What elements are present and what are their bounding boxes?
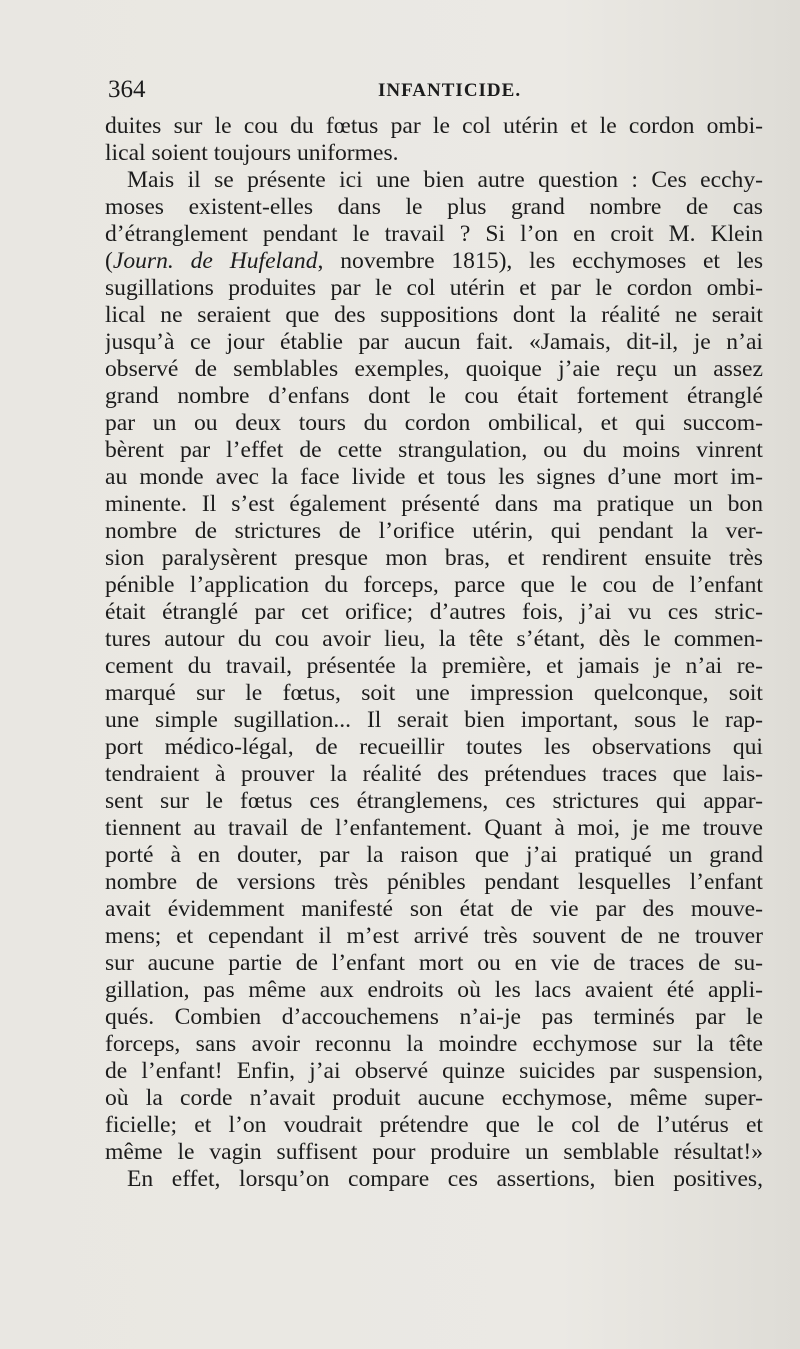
text-line: marqué sur le fœtus, soit une impression quelconque, soit: [105, 680, 763, 706]
text-line: porté à en douter, par la raison que j’ai pratiqué un grand: [105, 842, 763, 868]
text-line: forceps, sans avoir reconnu la moindre ecchymose sur la tête: [105, 1031, 763, 1057]
text-line: au monde avec la face livide et tous les signes d’une mort im-: [105, 464, 763, 490]
text-line: minente. Il s’est également présenté dans ma pratique un bon: [105, 491, 763, 517]
text-line: tendraient à prouver la réalité des prétendues traces que lais-: [105, 761, 763, 787]
text-line: sur aucune partie de l’enfant mort ou en vie de traces de su-: [105, 950, 763, 976]
text-line: une simple sugillation... Il serait bien important, sous le rap-: [105, 707, 763, 733]
text-line: de l’enfant! Enfin, j’ai observé quinze suicides par suspension,: [105, 1058, 763, 1084]
text-line: gillation, pas même aux endroits où les lacs avaient été appli-: [105, 977, 763, 1003]
text-line: port médico-légal, de recueillir toutes les observations qui: [105, 734, 763, 760]
text-line: duites sur le cou du fœtus par le col utérin et le cordon ombi-: [105, 113, 763, 139]
text-line: sugillations produites par le col utérin et par le cordon ombi-: [105, 275, 763, 301]
text-line: lical soient toujours uniformes.: [105, 140, 399, 166]
text-line: Mais il se présente ici une bien autre question : Ces ecchy-: [127, 167, 763, 193]
text-line: qués. Combien d’accouchemens n’ai-je pas terminés par le: [105, 1004, 763, 1030]
text-line: tiennent au travail de l’enfantement. Quant à moi, je me trouve: [105, 815, 763, 841]
text-line: mens; et cependant il m’est arrivé très souvent de ne trouver: [105, 923, 763, 949]
text-line: pénible l’application du forceps, parce que le cou de l’enfant: [105, 572, 763, 598]
text-line: sion paralysèrent presque mon bras, et rendirent ensuite très: [105, 545, 763, 571]
text-line: observé de semblables exemples, quoique j’aie reçu un assez: [105, 356, 763, 382]
text-line: d’étranglement pendant le travail ? Si l’on en croit M. Klein: [105, 221, 763, 247]
text-line: cement du travail, présentée la première, et jamais je n’ai re-: [105, 653, 763, 679]
text-line: nombre de strictures de l’orifice utérin, qui pendant la ver-: [105, 518, 763, 544]
text-line: moses existent-elles dans le plus grand nombre de cas: [105, 194, 763, 220]
text-line: lical ne seraient que des suppositions dont la réalité ne serait: [105, 302, 763, 328]
text-line: par un ou deux tours du cordon ombilical, et qui succom-: [105, 410, 763, 436]
text-line: avait évidemment manifesté son état de vie par des mouve-: [105, 896, 763, 922]
running-title: INFANTICIDE.: [378, 80, 522, 101]
text-line: bèrent par l’effet de cette strangulation, ou du moins vinrent: [105, 437, 763, 463]
text-line: ficielle; et l’on voudrait prétendre que le col de l’utérus et: [105, 1112, 763, 1138]
text-line: tures autour du cou avoir lieu, la tête s’étant, dès le commen-: [105, 626, 763, 652]
page-header: [108, 76, 763, 116]
text-line: En effet, lorsqu’on compare ces assertions, bien positives,: [127, 1166, 763, 1192]
text-line: était étranglé par cet orifice; d’autres fois, j’ai vu ces stric-: [105, 599, 763, 625]
text-line: (Journ. de Hufeland, novembre 1815), les ecchymoses et les: [105, 248, 763, 274]
text-line: sent sur le fœtus ces étranglemens, ces strictures qui appar-: [105, 788, 763, 814]
text-line: jusqu’à ce jour établie par aucun fait. «Jamais, dit-il, je n’ai: [105, 329, 763, 355]
text-line: grand nombre d’enfans dont le cou était fortement étranglé: [105, 383, 763, 409]
page-number: 364: [108, 76, 146, 103]
journal-citation: Journ. de Hufeland: [112, 248, 318, 274]
text-line: même le vagin suffisent pour produire un semblable résultat!»: [105, 1139, 763, 1165]
text-line: nombre de versions très pénibles pendant lesquelles l’enfant: [105, 869, 763, 895]
body-text: [105, 113, 763, 1193]
text-line: où la corde n’avait produit aucune ecchymose, même super-: [105, 1085, 763, 1111]
